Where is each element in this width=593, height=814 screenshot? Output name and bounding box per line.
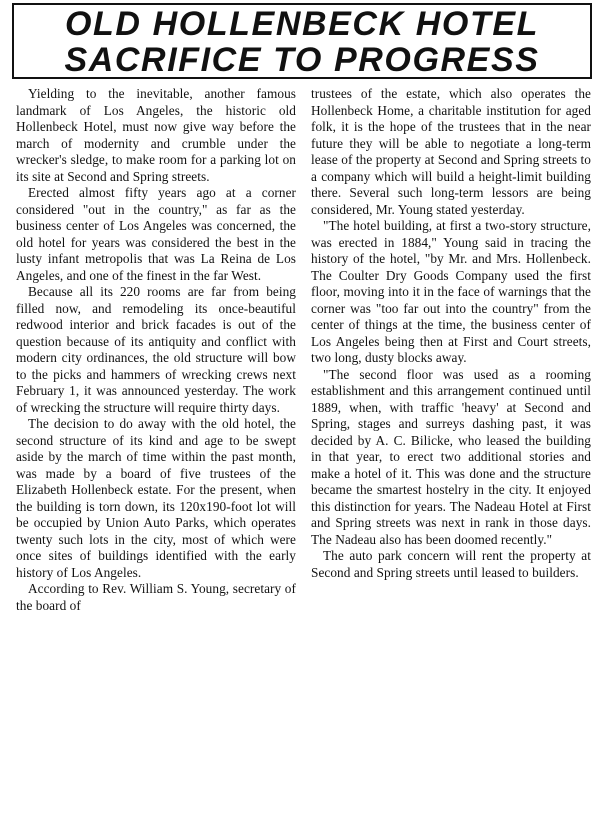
paragraph: "The second floor was used as a rooming establishment and this arrangement continued until 1889, when, with traffic 'heavy' at Second and Spring, stages and surreys dashing past, it was decided by A. C. Bilicke, who leased the building in that year, to erect two additional stories and make a hotel of it. This was done and the structure became the smartest hostelry in the city. It enjoyed this distinction for years. The Nadeau Hotel at First and Spring streets was next in rank in those days. The Nadeau also has been doomed recently." — [311, 366, 591, 547]
paragraph: According to Rev. William S. Young, secretary of the board of — [16, 581, 296, 613]
paragraph: Erected almost fifty years ago at a corner considered "out in the country," as far as the business center of Los Angeles was concerned, the old hotel for years was considered the best in the lusty infant metropolis that was La Reina de Los Angeles, and one of the finest in the far West. — [16, 185, 296, 283]
paragraph: Because all its 220 rooms are far from being filled now, and remodeling its once-beautiful redwood interior and brick facades is out of the question because of its antiquity and conflict with modern city ordinances, the old structure will bow to the picks and hammers of wrecking crews next February 1, it was announced yesterday. The work of wrecking the structure will require thirty days. — [16, 284, 296, 415]
headline-box — [12, 3, 592, 79]
paragraph: The auto park concern will rent the property at Second and Spring streets until leased to builders. — [311, 548, 591, 580]
paragraph: "The hotel building, at first a two-story structure, was erected in 1884," Young said in tracing the history of the hotel, "by Mr. and Mrs. Hollenbeck. The Coulter Dry Goods Company used the first floor, moving into it in the face of warnings that the corner was "too far out into the country" from the center of things at the time, the business center of Los Angeles being then at First and Court streets, two long, dusty blocks away. — [311, 218, 591, 365]
headline-line-2: SACRIFICE TO PROGRESS — [64, 41, 540, 79]
left-column — [16, 86, 296, 614]
paragraph: The decision to do away with the old hotel, the second structure of its kind and age to be swept aside by the march of time within the past month, was made by a board of five trustees of the Elizabeth Hollenbeck estate. For the present, when the building is torn down, its 120x190-foot lot will be occupied by Union Auto Parks, which operates twenty such lots in the city, most of which were once sites of buildings identified with the early history of Los Angeles. — [16, 416, 296, 580]
paragraph: Yielding to the inevitable, another famous landmark of Los Angeles, the historic old Hollenbeck Hotel, must now give way before the march of modernity and crumble under the wrecker's sledge, to make room for a parking lot on its site at Second and Spring streets. — [16, 86, 296, 184]
right-column — [311, 86, 591, 614]
paragraph: trustees of the estate, which also operates the Hollenbeck Home, a charitable institution for aged folk, it is the hope of the trustees that in the near future they will be able to negotiate a long-term lease of the property at Second and Spring streets to a company which will build a height-limit building there. Several such long-term lessors are being considered, Mr. Young stated yesterday. — [311, 86, 591, 217]
headline-line-1: OLD HOLLENBECK HOTEL — [65, 5, 539, 43]
article-body — [2, 86, 591, 614]
